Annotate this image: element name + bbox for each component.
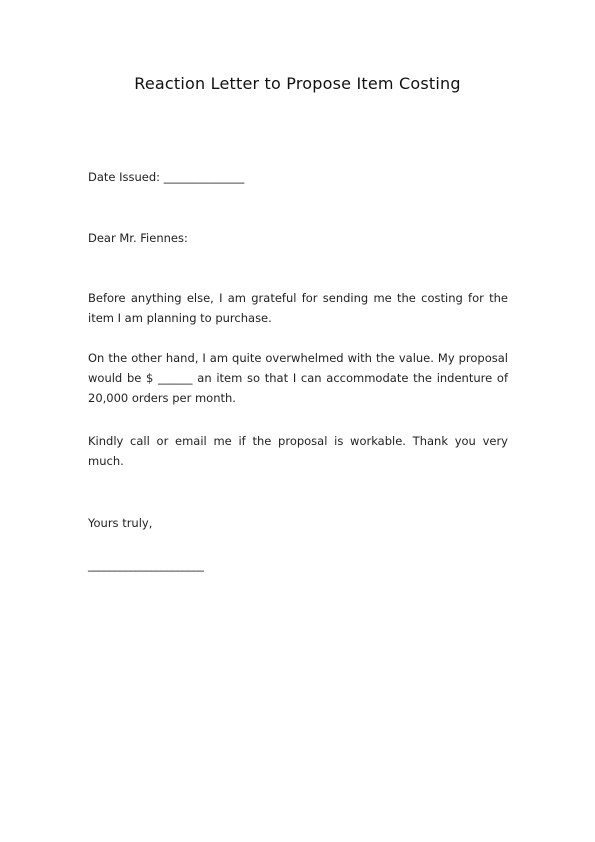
paragraph-gratitude: Before anything else, I am grateful for sending me the costing for the item I am planning to purchase. (88, 291, 508, 325)
date-issued-line: Date Issued: ______________ (88, 170, 245, 184)
signature-line: ______________________ (88, 558, 204, 572)
salutation: Dear Mr. Fiennes: (88, 231, 188, 245)
closing: Yours truly, (88, 516, 153, 530)
paragraph-proposal: On the other hand, I am quite overwhelmed with the value. My proposal would be $ ______ an item so that I can accommodate the indenture of 20,000 orders per month. (88, 351, 508, 405)
document-title: Reaction Letter to Propose Item Costing (134, 74, 461, 93)
paragraph-request: Kindly call or email me if the proposal is workable. Thank you very much. (88, 434, 508, 468)
